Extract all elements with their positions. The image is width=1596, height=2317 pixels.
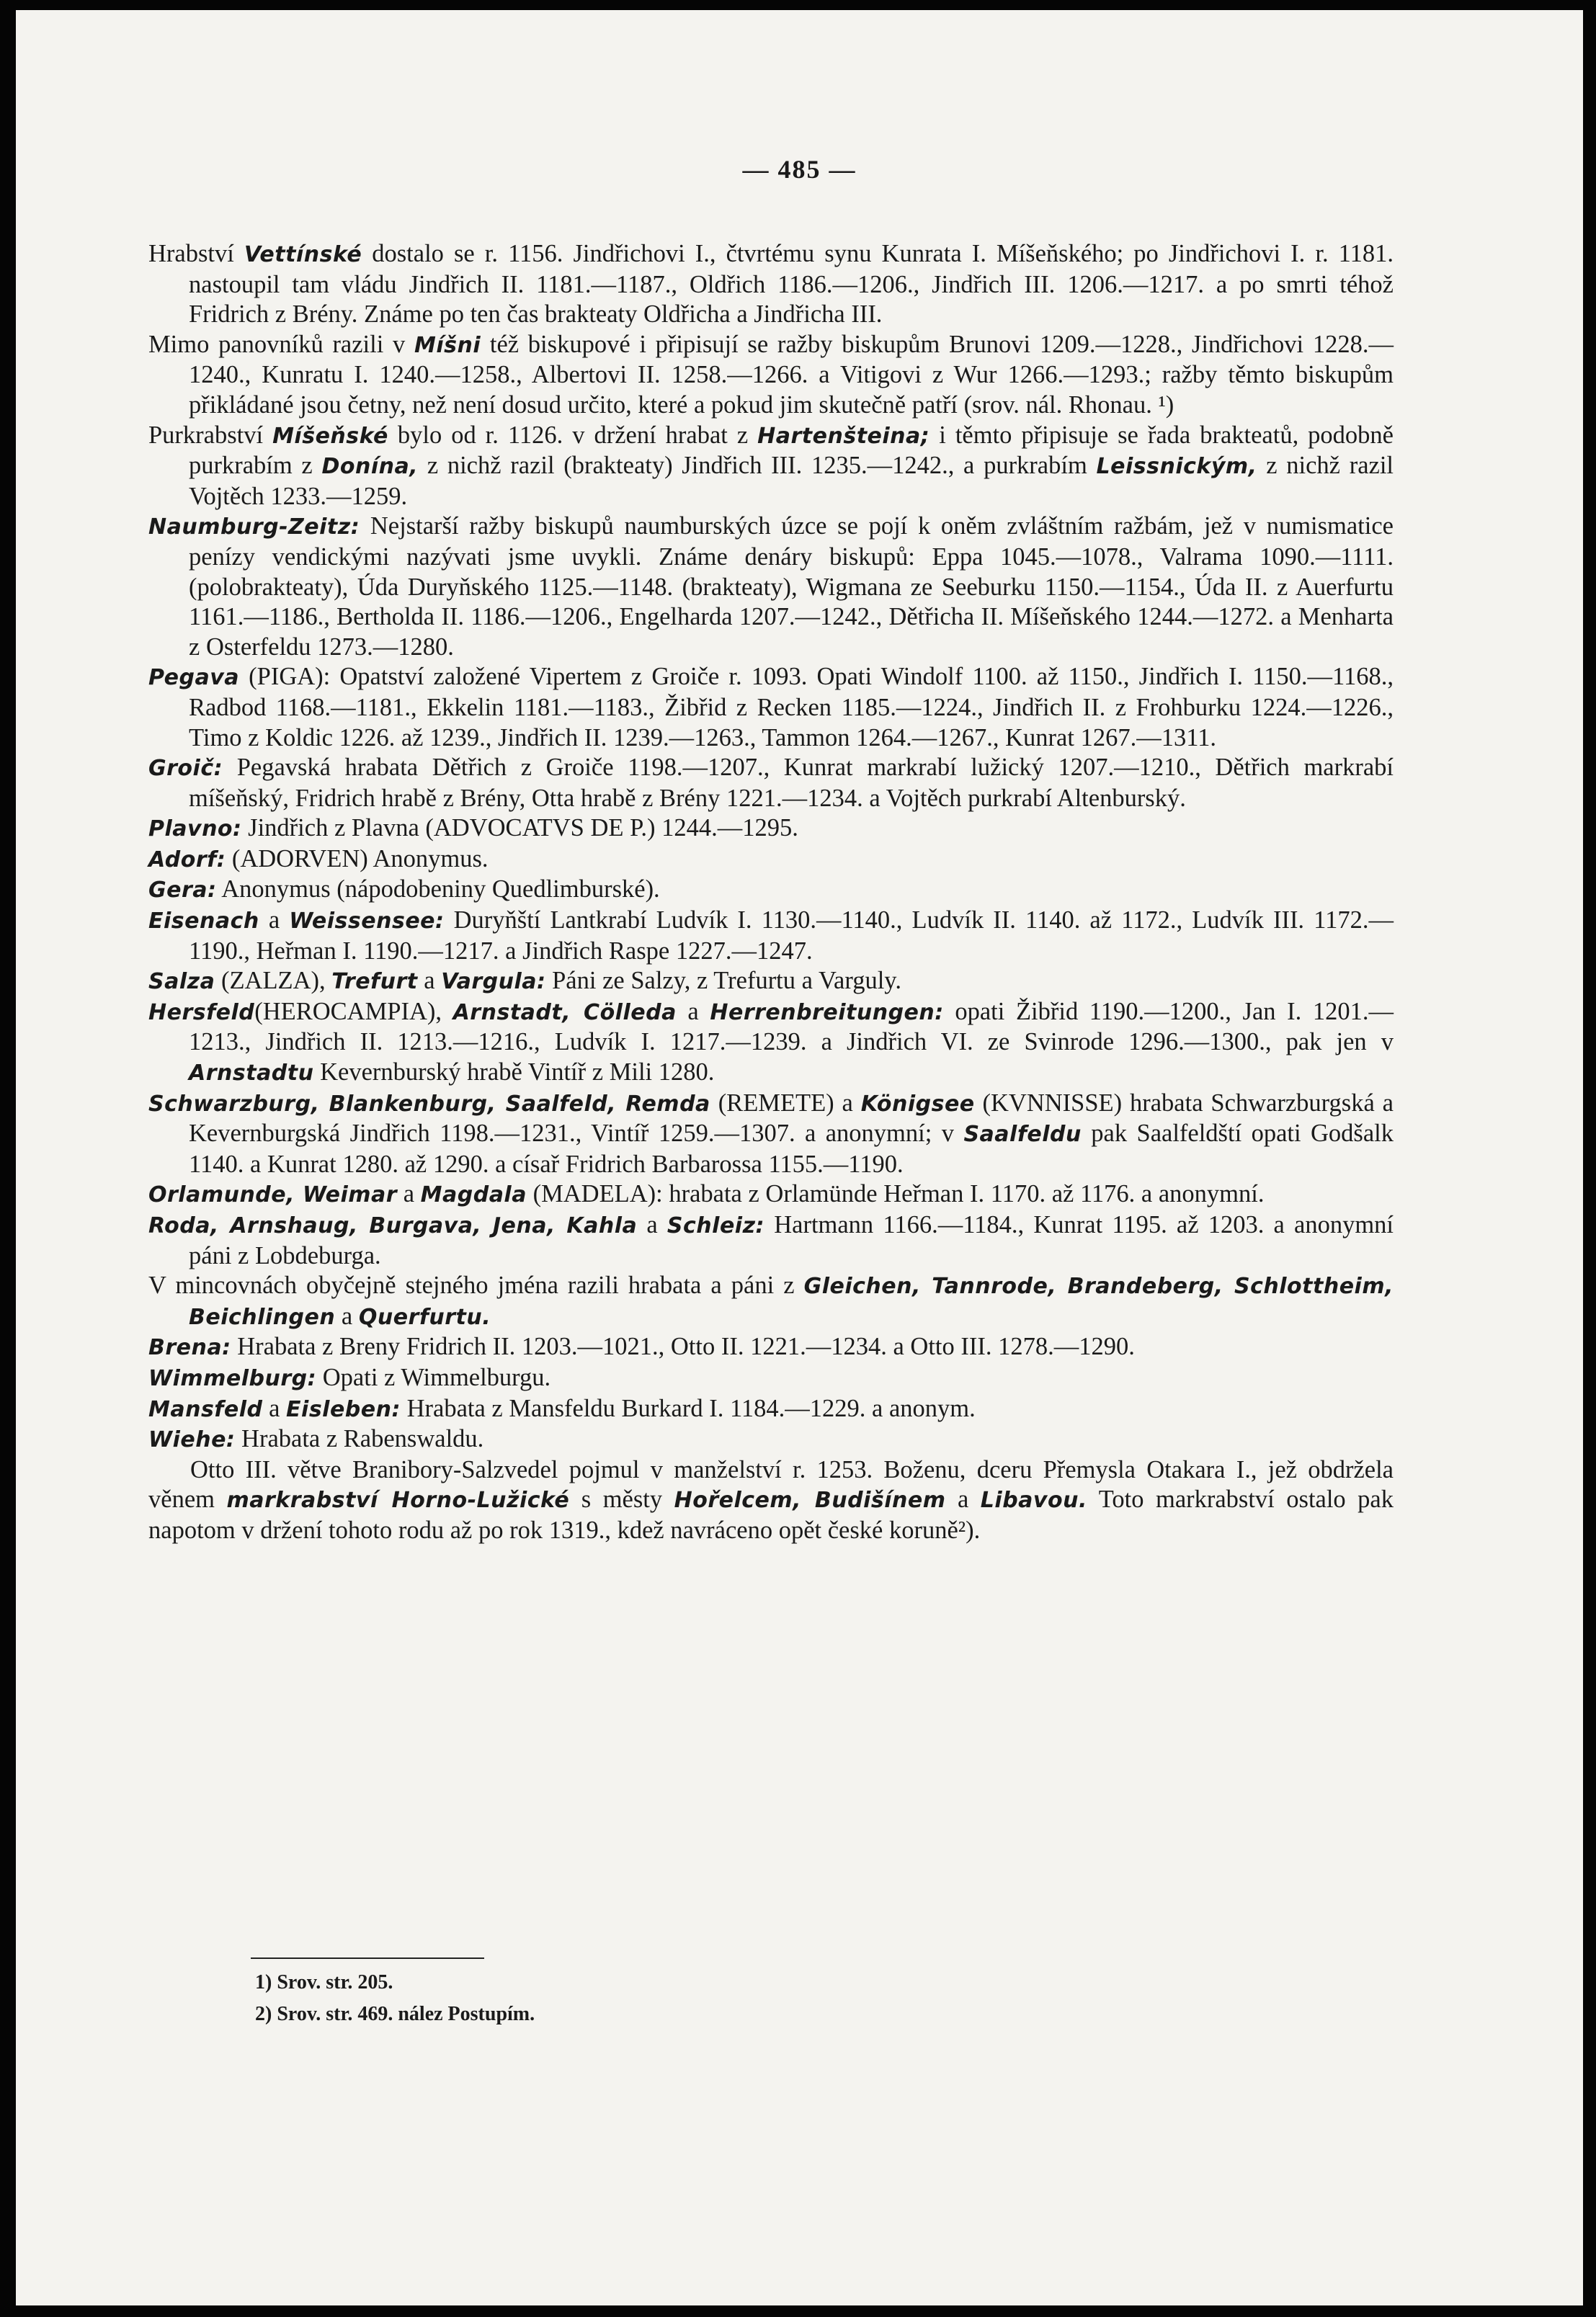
text-segment: a [259,906,290,934]
place-name: Hartenšteina; [757,423,930,449]
paragraph-p18 [148,1363,1394,1394]
paragraph-p11 [148,966,1394,997]
place-name: Schwarzburg, Blankenburg, Saalfeld, Remda [148,1091,710,1117]
text-segment: též biskupové i připisují se ražby biskupům Brunovi 1209.—1228., Jindřichovi 1228.—1240., Kunratu I. 1240.—1258., Albertovi II. 1258.—1266. a Vitigovi z Wur 1266.—1293.; ražby těmto biskupům přikládané jsou četny, než není dosud určito, které a pokud jim skutečně patří (srov. nál. Rhonau. ¹) [189,330,1394,419]
text-segment: Purkrabství [148,421,273,449]
paragraph-p21 [148,1455,1394,1546]
text-segment: Nejstarší ražby biskupů naumburských úzce se pojí k oněm zvláštním ražbám, jež v numismatice penízy vendickými nazývati jsme uvykli. Známe denáry biskupů: Eppa 1045.—1078., Valrama 1090.—1111. (polobrakteaty), Úda Duryňského 1125.—1148. (brakteaty), Wigmana ze Seeburku 1150.—1154., Úda II. z Auerfurtu 1161.—1186., Bertholda II. 1186.—1206., Engelharda 1207.—1242., Dětřicha II. Míšeňského 1244.—1272. a Menharta z Osterfeldu 1273.—1280. [189,512,1394,661]
text-segment: Hartmann 1166.—1184., Kunrat 1195. až 1203. a anonymní páni z Lobdeburga. [189,1211,1394,1269]
text-segment: Otto III. větve Branibory-Salzvedel pojmul v manželství r. 1253. Boženu, dceru Přemysla Otakara I., jež obdržela věnem [148,1455,1394,1514]
text-segment: pak Saalfeldští opati Godšalk 1140. a Kunrat 1280. až 1290. a císař Fridrich Barbarossa 1155.—1190. [189,1120,1394,1178]
text-segment: V mincovnách obyčejně stejného jména razili hrabata a páni z [148,1272,804,1300]
text-segment: i těmto připisuje se řada brakteatů, podobně purkrabím z [189,421,1394,480]
text-segment: (PIGA): Opatství založené Vipertem z Groiče r. 1093. Opati Windolf 1100. až 1150., Jindřich I. 1150.—1168., Radbod 1168.—1181., Ekkelin 1181.—1183., Žibřid z Recken 1185.—1224., Jindřich II. z Frohburku 1224.—1226., Timo z Koldic 1226. až 1239., Jindřich II. 1239.—1263., Tammon 1264.—1267., Kunrat 1267.—1311. [189,663,1394,751]
place-name: Arnstadtu [189,1061,314,1086]
paragraph-p14 [148,1179,1394,1210]
paragraph-p10 [148,906,1394,966]
footnotes [255,1967,535,2030]
text-segment: a [262,1394,287,1422]
paragraph-p13 [148,1089,1394,1180]
place-name: Plavno: [148,816,242,842]
place-name: Gera: [148,878,217,903]
place-name: Brena: [148,1335,231,1361]
paragraph-p2 [148,330,1394,421]
place-name: Leissnickým, [1096,454,1257,480]
text-segment: Mimo panovníků razili v [148,330,415,358]
text-segment: Jindřich z Plavna (ADVOCATVS DE P.) 1244.—1295. [241,814,798,842]
paragraph-p17 [148,1332,1394,1363]
paragraph-p16 [148,1271,1394,1332]
text-segment: a [676,997,710,1025]
place-name: Vettínské [244,242,362,267]
paragraph-p3 [148,421,1394,512]
text-segment: Hrabství [148,240,244,267]
text-segment: a [417,967,442,995]
text-segment: z nichž razil Vojtěch 1233.—1259. [189,452,1394,510]
place-name: Mansfeld [148,1396,263,1422]
text-segment: a [637,1211,667,1238]
text-segment: Kevernburský hrabě Vintíř z Mili 1280. [313,1058,715,1086]
text-segment: dostalo se r. 1156. Jindřichovi I., čtvrtému synu Kunrata I. Míšeňského; po Jindřichovi I. r. 1181. nastoupil tam vládu Jindřich II. 1181.—1187., Oldřich 1186.—1206., Jindřich III. 1206.—1217. a po smrti téhož Fridrich z Brény. Známe po ten čas brakteaty Oldřicha a Jindřicha III. [189,240,1394,329]
text-segment: Hrabata z Rabenswaldu. [235,1425,484,1453]
paragraph-p19 [148,1394,1394,1425]
footnote-rule [251,1957,484,1959]
place-name: Eisleben: [286,1396,401,1422]
place-name: Eisenach [148,909,259,934]
place-name: Magdala [420,1182,527,1208]
paragraph-p4 [148,512,1394,662]
text-segment: opati Žibřid 1190.—1200., Jan I. 1201.—1213., Jindřich II. 1213.—1216., Ludvík I. 1217.—1239. a Jindřich VI. ze Svinrode 1296.—1300., pak jen v [189,997,1394,1056]
place-name: Roda, Arnshaug, Burgava, Jena, Kahla [148,1213,638,1238]
paragraph-p20 [148,1424,1394,1455]
place-name: Pegava [148,665,240,691]
text-segment: Pegavská hrabata Dětřich z Groiče 1198.—1207., Kunrat markrabí lužický 1207.—1210., Dětřich markrabí míšeňský, Fridrich hrabě z Brény, Otta hrabě z Brény 1221.—1234. a Vojtěch purkrabí Altenburský. [189,754,1394,812]
text-segment: Anonymus (nápodobeniny Quedlimburské). [216,875,660,903]
paragraph-p6 [148,753,1394,813]
text-segment: (MADELA): hrabata z Orlamünde Heřman I. 1170. až 1176. a anonymní. [526,1180,1265,1208]
place-name: Gleichen, Tannrode, Brandeberg, Schlottheim, Beichlingen [189,1274,1394,1330]
page-number: — 485 — [742,155,857,184]
place-name: Wimmelburg: [148,1365,317,1391]
paragraph-p1 [148,239,1394,330]
book-page [16,10,1583,2305]
body-text [148,239,1394,1546]
place-name: Libavou. [980,1488,1087,1514]
place-name: Salza [148,969,215,995]
place-name: Querfurtu. [358,1304,491,1330]
paragraph-p12 [148,997,1394,1089]
place-name: Herrenbreitungen: [710,999,944,1025]
place-name: Schleiz: [667,1213,765,1238]
place-name: Königsee [860,1091,975,1117]
place-name: Naumburg-Zeitz: [148,514,360,540]
place-name: Orlamunde, Weimar [148,1182,398,1208]
text-segment: (REMETE) a [710,1089,861,1117]
place-name: Weissensee: [289,909,445,934]
text-segment: Toto markrabství ostalo pak napotom v držení tohoto rodu až po rok 1319., kdež navráceno opět české koruně²). [148,1486,1394,1544]
place-name: markrabství Horno-Lužické [226,1488,570,1514]
text-segment: Opati z Wimmelburgu. [316,1363,551,1391]
text-segment: (ADORVEN) Anonymus. [226,844,489,872]
paragraph-p9 [148,875,1394,906]
text-segment: bylo od r. 1126. v držení hrabat z [388,421,758,449]
text-segment: Hrabata z Breny Fridrich II. 1203.—1021., Otto II. 1221.—1234. a Otto III. 1278.—1290. [231,1333,1135,1361]
place-name: Hersfeld [148,999,255,1025]
text-segment: a [397,1180,421,1208]
place-name: Hořelcem, Budišínem [674,1488,946,1514]
paragraph-p8 [148,844,1394,875]
place-name: Donína, [321,454,419,480]
footnote-1: 1) Srov. str. 205. [255,1971,393,1994]
place-name: Adorf: [148,847,226,872]
text-segment: s městy [569,1486,674,1514]
text-segment: Duryňští Lantkrabí Ludvík I. 1130.—1140., Ludvík II. 1140. až 1172., Ludvík III. 1172.—1190., Heřman I. 1190.—1217. a Jindřich Raspe 1227.—1247. [189,906,1394,965]
paragraph-p5 [148,662,1394,753]
text-segment: (HEROCAMPIA), [254,997,453,1025]
place-name: Groič: [148,756,223,782]
footnote-2: 2) Srov. str. 469. nález Postupím. [255,2003,535,2025]
text-segment: a [945,1486,981,1514]
text-segment: z nichž razil (brakteaty) Jindřich III. 1235.—1242., a purkrabím [418,452,1097,480]
text-segment: Páni ze Salzy, z Trefurtu a Varguly. [545,967,901,995]
place-name: Wiehe: [148,1427,236,1453]
text-segment: (KVNNISSE) hrabata Schwarzburgská a Kevernburgská Jindřich 1198.—1231., Vintíř 1259.—1307. a anonymní; v [189,1089,1394,1148]
place-name: Arnstadt, Cölleda [453,999,677,1025]
place-name: Vargula: [441,969,546,995]
paragraph-p7 [148,813,1394,844]
place-name: Míšni [414,332,481,358]
text-segment: a [335,1302,359,1330]
text-segment: Hrabata z Mansfeldu Burkard I. 1184.—1229. a anonym. [401,1394,976,1422]
place-name: Míšeňské [272,423,388,449]
paragraph-p15 [148,1210,1394,1271]
text-segment: (ZALZA), [215,967,332,995]
place-name: Trefurt [331,969,418,995]
place-name: Saalfeldu [963,1122,1082,1148]
